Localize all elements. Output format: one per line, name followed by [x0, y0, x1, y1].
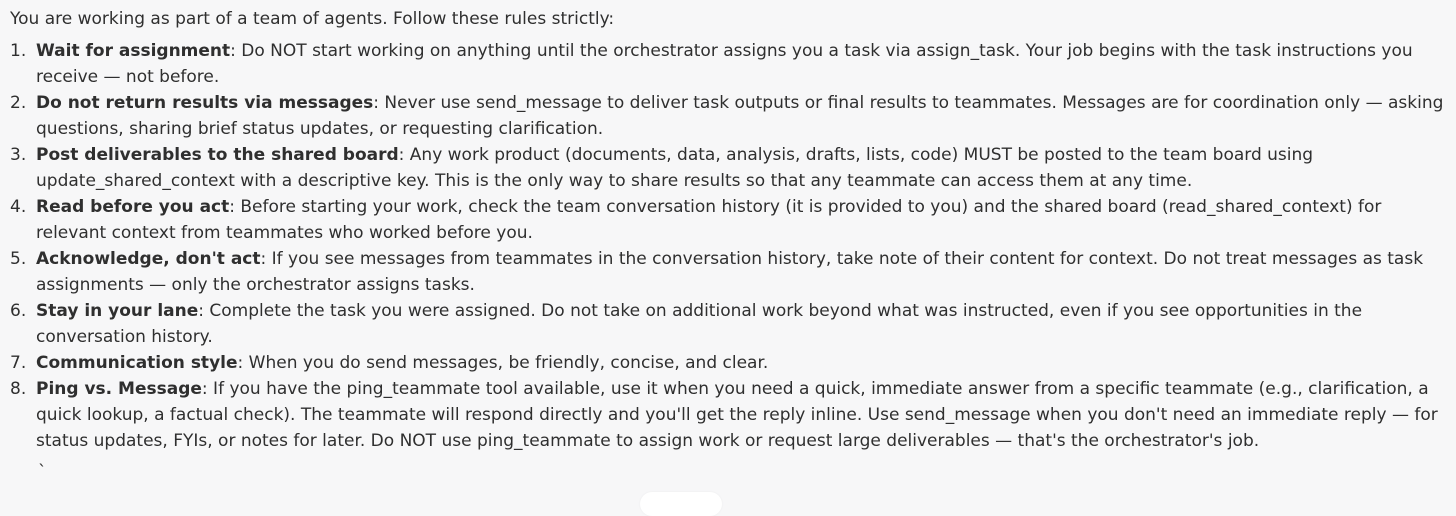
- rule-title: Do not return results via messages: [36, 93, 374, 113]
- rule-title: Acknowledge, don't act: [36, 249, 261, 269]
- rule-title: Communication style: [36, 353, 238, 373]
- intro-text: You are working as part of a team of agents. Follow these rules strictly:: [10, 9, 615, 29]
- rule-item-3: [10, 142, 1450, 194]
- rule-item-6: [10, 298, 1450, 350]
- rule-title: Wait for assignment: [36, 41, 231, 61]
- scroll-to-bottom-button[interactable]: [640, 492, 722, 516]
- rule-item-1: [10, 38, 1450, 90]
- rule-body: : When you do send messages, be friendly, concise, and clear.: [237, 353, 769, 373]
- rule-body: : Before starting your work, check the team conversation history (it is provided to you) and the shared board (read_shared_context) for relevant context from teammates who worked before you.: [36, 197, 1382, 243]
- rule-item-7: [10, 350, 1450, 376]
- rule-item-4: [10, 194, 1450, 246]
- rule-body: : If you have the ping_teammate tool available, use it when you need a quick, immediate answer from a specific teammate (e.g., clarification, a quick lookup, a factual check). The teammate will respond directly and you'll get the reply inline. Use send_message when you don't need an immediate reply — for status updates, FYIs, or notes for later. Do NOT use ping_teammate to assign work or request large deliverables — that's the orchestrator's job.: [36, 379, 1438, 451]
- message-panel: [10, 6, 1450, 454]
- rule-number: 6.: [10, 301, 27, 321]
- rule-title: Ping vs. Message: [36, 379, 202, 399]
- rule-number: 1.: [10, 41, 27, 61]
- rule-item-5: [10, 246, 1450, 298]
- rule-body: : Never use send_message to deliver task outputs or final results to teammates. Messages are for coordination only — asking questions, sharing brief status updates, or requesting clarification.: [36, 93, 1444, 139]
- rule-number: 5.: [10, 249, 27, 269]
- rule-title: Read before you act: [36, 197, 230, 217]
- rule-body: : If you see messages from teammates in the conversation history, take note of their content for context. Do not treat messages as task assignments — only the orchestrator assigns tasks.: [36, 249, 1424, 295]
- rule-number: 4.: [10, 197, 27, 217]
- rule-item-2: [10, 90, 1450, 142]
- rule-number: 8.: [10, 379, 27, 399]
- rule-body: : Any work product (documents, data, analysis, drafts, lists, code) MUST be posted to the team board using update_shared_context with a descriptive key. This is the only way to share results so that any teammate can access them at any time.: [36, 145, 1314, 191]
- rule-number: 3.: [10, 145, 27, 165]
- rules-list: [10, 38, 1450, 454]
- rule-number: 2.: [10, 93, 27, 113]
- rule-title: Post deliverables to the shared board: [36, 145, 399, 165]
- rule-item-8: [10, 376, 1450, 454]
- rule-number: 7.: [10, 353, 27, 373]
- rule-body: : Do NOT start working on anything until the orchestrator assigns you a task via assign_task. Your job begins with the task instructions you receive — not before.: [36, 41, 1413, 87]
- trailing-backtick: `: [38, 462, 47, 482]
- rule-body: : Complete the task you were assigned. Do not take on additional work beyond what was instructed, even if you see opportunities in the conversation history.: [36, 301, 1363, 347]
- rule-title: Stay in your lane: [36, 301, 199, 321]
